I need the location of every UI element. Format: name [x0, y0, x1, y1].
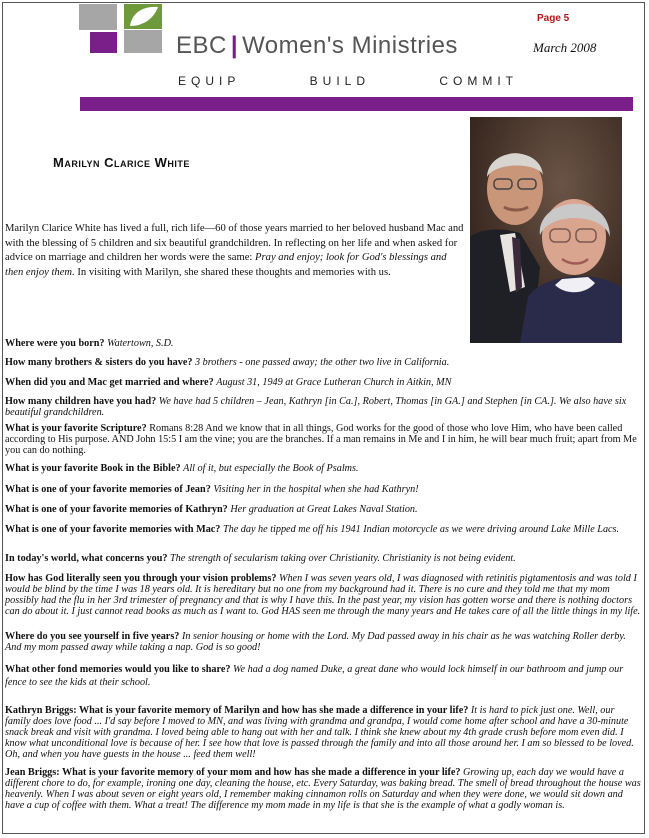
tagline: [178, 74, 518, 88]
intro-text: Marilyn Clarice White has lived a full, rich life—60 of those years married to her beloved husband Mac and with the blessing of 5 children and six beautiful grandchildren. In reflecting on her life and when asked for advice on marriage and children her words were the same:: [5, 223, 464, 264]
leaf-icon: [124, 4, 162, 29]
couple-photo: [470, 117, 622, 343]
issue-date: March 2008: [533, 40, 597, 55]
qa-item: [5, 377, 641, 388]
qa-item: [5, 767, 641, 811]
logo-square-gray: [124, 30, 162, 53]
qa-item: [5, 396, 641, 418]
qa-answer: Visiting her in the hospital when she had Kathryn!: [213, 484, 419, 495]
qa-answer: Watertown, S.D.: [107, 338, 174, 349]
qa-question: How many children have you had?: [5, 396, 157, 407]
logo-square-gray: [79, 4, 117, 30]
qa-answer: When I was seven years old, I was diagnosed with retinitis pigtamentosis and was told I would be blind by the time I was 18 years old. It is hereditary but no one from my background had it. There is no cure and they told me that my mom possibly had the flu in her 3rd trimester of pregnancy and that is why I have this. In the past year, my vision has gotten worse and there is nothing doctors can do about it. I just cannot read books as much as I want to. God HAS seen me through the many years and He takes care of all the little things in my life.: [5, 573, 641, 617]
page-number: Page 5: [537, 13, 570, 24]
qa-item: [5, 553, 641, 564]
qa-item: [5, 504, 641, 515]
logo-square-purple: [90, 32, 117, 53]
qa-question: Where were you born?: [5, 338, 105, 349]
qa-question: What is your favorite Scripture?: [5, 423, 147, 434]
qa-item: [5, 663, 641, 689]
qa-question: What is your favorite Book in the Bible?: [5, 463, 181, 474]
qa-item: [5, 484, 641, 495]
qa-question: What is one of your favorite memories of Jean?: [5, 484, 211, 495]
qa-item: [5, 463, 641, 474]
intro-quote: Pray and enjoy; look for God's blessings and then enjoy them.: [5, 252, 447, 278]
qa-answer: It is hard to pick just one. Well, our family does love food ... I'd say before I moved to MN, and was living with grandma and grandpa, I would come home after school and have a 30-minute snack break and visit with grandma. I loved being able to hang out with her and talk. I think she knew about my 4th grade crush before mom even did. I know what unconditional love is because of her. I see how that love is passed through the family and into all those around her. I am so blessed to be loved. Oh, and when you have guests in the house ... feed them well!: [5, 705, 634, 760]
qa-item: [5, 524, 641, 535]
qa-question: What is one of your favorite memories of Kathryn?: [5, 504, 228, 515]
qa-item: [5, 573, 641, 617]
qa-answer: In senior housing or home with the Lord. My Dad passed away in his chair as he was watching Roller derby. And my mom passed away while taking a nap. God is so good!: [5, 631, 626, 653]
qa-question: Where do you see yourself in five years?: [5, 631, 180, 642]
brand-right: Women's Ministries: [242, 32, 458, 59]
tagline-word: BUILD: [309, 74, 371, 88]
qa-question: How has God literally seen you through your vision problems?: [5, 573, 277, 584]
profile-name: Marilyn Clarice White: [53, 155, 190, 170]
qa-answer: The day he tipped me off his 1941 Indian motorcycle as we were driving around Lake Mille Lacs.: [222, 524, 620, 535]
brand-separator: |: [230, 32, 239, 59]
qa-answer: 3 brothers - one passed away; the other two live in California.: [194, 357, 450, 368]
qa-question: Jean Briggs: What is your favorite memory of your mom and how has she made a difference in your life?: [5, 767, 461, 778]
qa-question: How many brothers & sisters do you have?: [5, 357, 193, 368]
header-divider: [80, 97, 633, 111]
qa-question: In today's world, what concerns you?: [5, 553, 168, 564]
profile-intro: [5, 222, 465, 280]
qa-answer: Growing up, each day we would have a different chore to do, for example, ironing one day, cleaning the house, etc. Every Saturday, was baking bread. The smell of bread throughout the house was heavenly. When I was about seven or eight years old, I remember making cinnamon rolls on Saturday and when they were done, we would sit down and have a cup of coffee with them. What a treat! The difference my mom made in my life is that she is the example of what a godly woman is.: [5, 767, 641, 811]
qa-answer: Her graduation at Great Lakes Naval Station.: [230, 504, 418, 515]
qa-answer: We have had 5 children – Jean, Kathryn [in Ca.], Robert, Thomas [in GA.] and Stephen [in CA.]. We also have six beautiful grandchildren.: [5, 396, 627, 418]
brand-left: EBC: [176, 32, 227, 59]
tagline-word: EQUIP: [178, 74, 241, 88]
qa-question: Kathryn Briggs: What is your favorite memory of Marilyn and how has she made a difference in your life?: [5, 705, 469, 716]
qa-question: When did you and Mac get married and where?: [5, 377, 214, 388]
qa-item: [5, 423, 641, 456]
qa-item: [5, 631, 641, 653]
tagline-word: COMMIT: [439, 74, 518, 88]
qa-item: [5, 338, 641, 349]
qa-question: What other fond memories would you like to share?: [5, 664, 231, 675]
qa-answer: The strength of secularism taking over Christianity. Christianity is not being evident.: [170, 553, 516, 564]
qa-item: [5, 357, 641, 368]
qa-answer: Romans 8:28 And we know that in all things, God works for the good of those who love Him, who have been called according to His purpose. AND John 15:5 I am the vine; you are the branches. If a man remains in Me and I in him, he will bear much fruit; apart from Me you can do nothing.: [5, 423, 637, 456]
qa-answer: All of it, but especially the Book of Psalms.: [183, 463, 359, 474]
qa-item: [5, 705, 641, 760]
intro-tail: In visiting with Marilyn, she shared these thoughts and memories with us.: [77, 266, 391, 278]
brand-title: [176, 32, 458, 60]
qa-question: What is one of your favorite memories with Mac?: [5, 524, 221, 535]
qa-answer: August 31, 1949 at Grace Lutheran Church in Aitkin, MN: [216, 377, 452, 388]
qa-answer: We had a dog named Duke, a great dane who would lock himself in our bathroom and jump our fence to see the kids at their school.: [5, 664, 624, 688]
